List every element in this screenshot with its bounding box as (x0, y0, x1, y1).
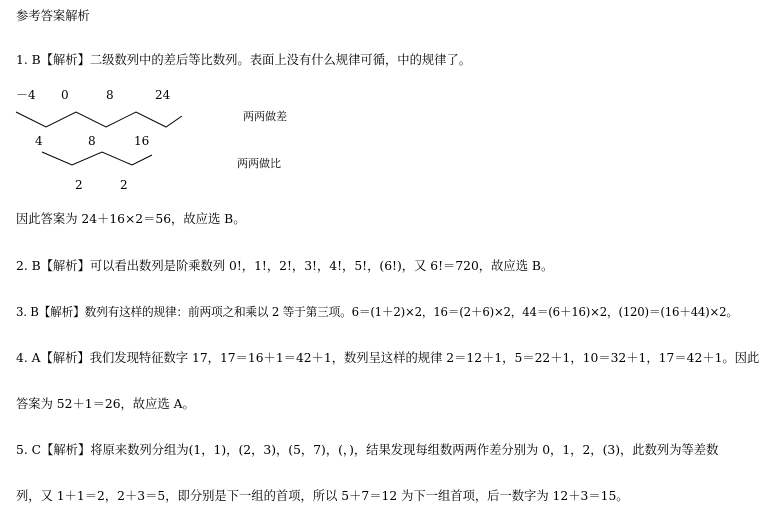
answer-5-line-cont: 列，又 1＋1＝2，2＋3＝5，即分别是下一组的首项，所以 5＋7＝12 为下一组首项，后一数字为 12＋3＝15。 (16, 489, 629, 503)
row2-value: 8 (88, 134, 96, 148)
row1-value: 0 (61, 88, 69, 102)
answer-4-line-cont: 答案为 52＋1＝26，故应选 A。 (16, 397, 195, 411)
row1-value: 24 (155, 88, 171, 102)
row2-value: 4 (35, 134, 43, 148)
answer-2-line: 2. B【解析】可以看出数列是阶乘数列 0!，1!，2!，3!，4!，5!，(6!)，又 6!＝720，故应选 B。 (16, 259, 554, 273)
note-pairwise-difference: 两两做差 (243, 110, 287, 123)
answer-1-line: 1. B【解析】二级数列中的差后等比数列。表面上没有什么规律可循，中的规律了。 (16, 53, 472, 67)
row3-value: 2 (75, 178, 83, 192)
answer-3-line: 3. B【解析】数列有这样的规律：前两项之和乘以 2 等于第三项。6＝(1＋2)×2，16＝(2＋6)×2，44＝(6＋16)×2，(120)＝(16＋44)×2。 (16, 305, 738, 319)
row1-value: －4 (16, 88, 36, 102)
diff-zigzag-line-1 (16, 112, 182, 127)
doc-title: 参考答案解析 (16, 9, 90, 23)
diff-zigzag-line-2 (42, 152, 152, 165)
row3-value: 2 (120, 178, 128, 192)
answer-4-line: 4. A【解析】我们发现特征数字 17，17＝16＋1＝42＋1，数列呈这样的规律 2＝12＋1，5＝22＋1，10＝32＋1，17＝42＋1。因此 (16, 351, 760, 365)
note-pairwise-ratio: 两两做比 (237, 157, 281, 170)
row1-value: 8 (106, 88, 114, 102)
answer-1-conclusion: 因此答案为 24＋16×2＝56，故应选 B。 (16, 212, 246, 226)
answer-5-line: 5. C【解析】将原来数列分组为(1，1)，(2，3)，(5，7)，(，)，结果发现每组数两两作差分别为 0，1，2，(3)，此数列为等差数 (16, 443, 719, 457)
row2-value: 16 (134, 134, 150, 148)
